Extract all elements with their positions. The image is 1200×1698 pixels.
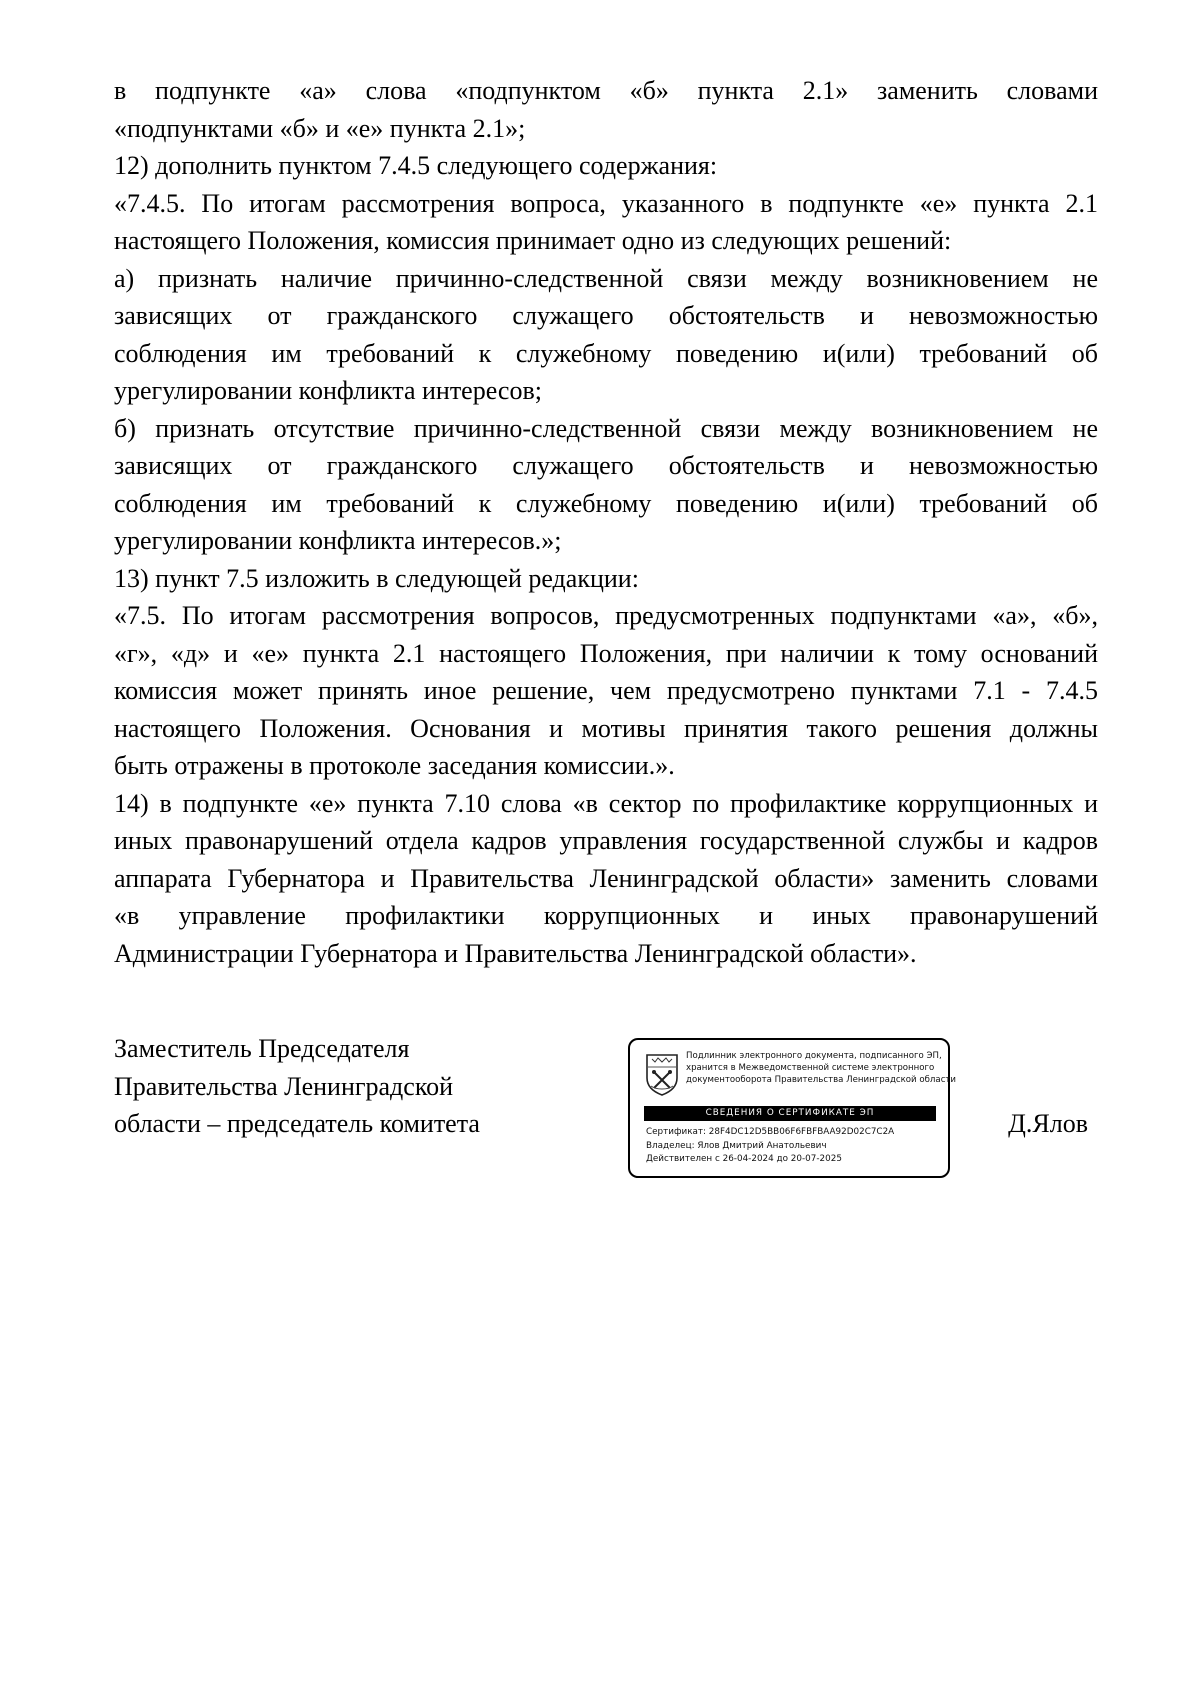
stamp-notice-line: документооборота Правительства Ленинградской области	[686, 1075, 957, 1085]
stamp-notice-line: хранится в Межведомственной системе электронного	[686, 1063, 935, 1073]
certificate-validity: Действителен с 26-04-2024 до 20-07-2025	[646, 1154, 842, 1164]
signatory-position-line: Заместитель Председателя	[114, 1034, 410, 1063]
certificate-number: Сертификат: 28F4DC12D5BB06F6FBFBAA92D02C7C2A	[646, 1127, 895, 1137]
body-line: «подпунктами «б» и «е» пункта 2.1»;	[114, 113, 526, 143]
body-line: «7.4.5. По итогам рассмотрения вопроса, указанного в подпункте «е» пункта 2.1	[114, 188, 1098, 218]
body-line: 12) дополнить пунктом 7.4.5 следующего содержания:	[114, 151, 718, 180]
body-line: а) признать наличие причинно-следственной связи между возникновением не	[114, 263, 1098, 293]
body-line: настоящего Положения, комиссия принимает одно из следующих решений:	[114, 226, 952, 255]
body-line: «г», «д» и «е» пункта 2.1 настоящего Положения, при наличии к тому оснований	[114, 638, 1098, 668]
stamp-notice	[686, 1050, 957, 1086]
body-line: быть отражены в протоколе заседания комиссии.».	[114, 751, 675, 780]
body-line: в подпункте «а» слова «подпунктом «б» пункта 2.1» заменить словами	[114, 76, 1098, 105]
body-line: зависящих от гражданского служащего обстоятельств и невозможностью	[114, 451, 1098, 480]
stamp-header: СВЕДЕНИЯ О СЕРТИФИКАТЕ ЭП	[644, 1106, 936, 1121]
body-line: комиссия может принять иное решение, чем предусмотрено пунктами 7.1 - 7.4.5	[114, 676, 1098, 705]
signature-block	[114, 1030, 1098, 1190]
signatory-position	[114, 1030, 480, 1143]
certificate-owner: Владелец: Ялов Дмитрий Анатольевич	[646, 1140, 827, 1151]
body-line: аппарата Губернатора и Правительства Ленинградской области» заменить словами	[114, 863, 1098, 893]
body-line: 14) в подпункте «е» пункта 7.10 слова «в сектор по профилактике коррупционных и	[114, 788, 1098, 818]
body-line: соблюдения им требований к служебному поведению и(или) требований об	[114, 488, 1098, 518]
body-line: б) признать отсутствие причинно-следственной связи между возникновением не	[114, 413, 1098, 443]
certificate-info	[646, 1126, 942, 1167]
stamp-notice-line: Подлинник электронного документа, подписанного ЭП,	[686, 1051, 942, 1061]
coat-of-arms-icon	[644, 1052, 680, 1096]
body-line: иных правонарушений отдела кадров управления государственной службы и кадров	[114, 826, 1098, 855]
body-line: урегулировании конфликта интересов.»;	[114, 526, 562, 555]
body-line: «в управление профилактики коррупционных и иных правонарушений	[114, 901, 1098, 930]
body-line: «7.5. По итогам рассмотрения вопросов, предусмотренных подпунктами «а», «б»,	[114, 601, 1098, 630]
body-line: 13) пункт 7.5 изложить в следующей редакции:	[114, 563, 639, 593]
signatory-position-line: Правительства Ленинградской	[114, 1071, 454, 1101]
signatory-name: Д.Ялов	[1008, 1109, 1088, 1138]
body-line: настоящего Положения. Основания и мотивы принятия такого решения должны	[114, 713, 1098, 743]
body-line: Администрации Губернатора и Правительства Ленинградской области».	[114, 938, 917, 968]
body-line: зависящих от гражданского служащего обстоятельств и невозможностью	[114, 301, 1098, 330]
electronic-signature-stamp	[628, 1038, 957, 1178]
signatory-position-line: области – председатель комитета	[114, 1109, 480, 1138]
body-line: урегулировании конфликта интересов;	[114, 376, 542, 405]
body-line: соблюдения им требований к служебному поведению и(или) требований об	[114, 338, 1098, 368]
document-body	[114, 72, 1098, 972]
